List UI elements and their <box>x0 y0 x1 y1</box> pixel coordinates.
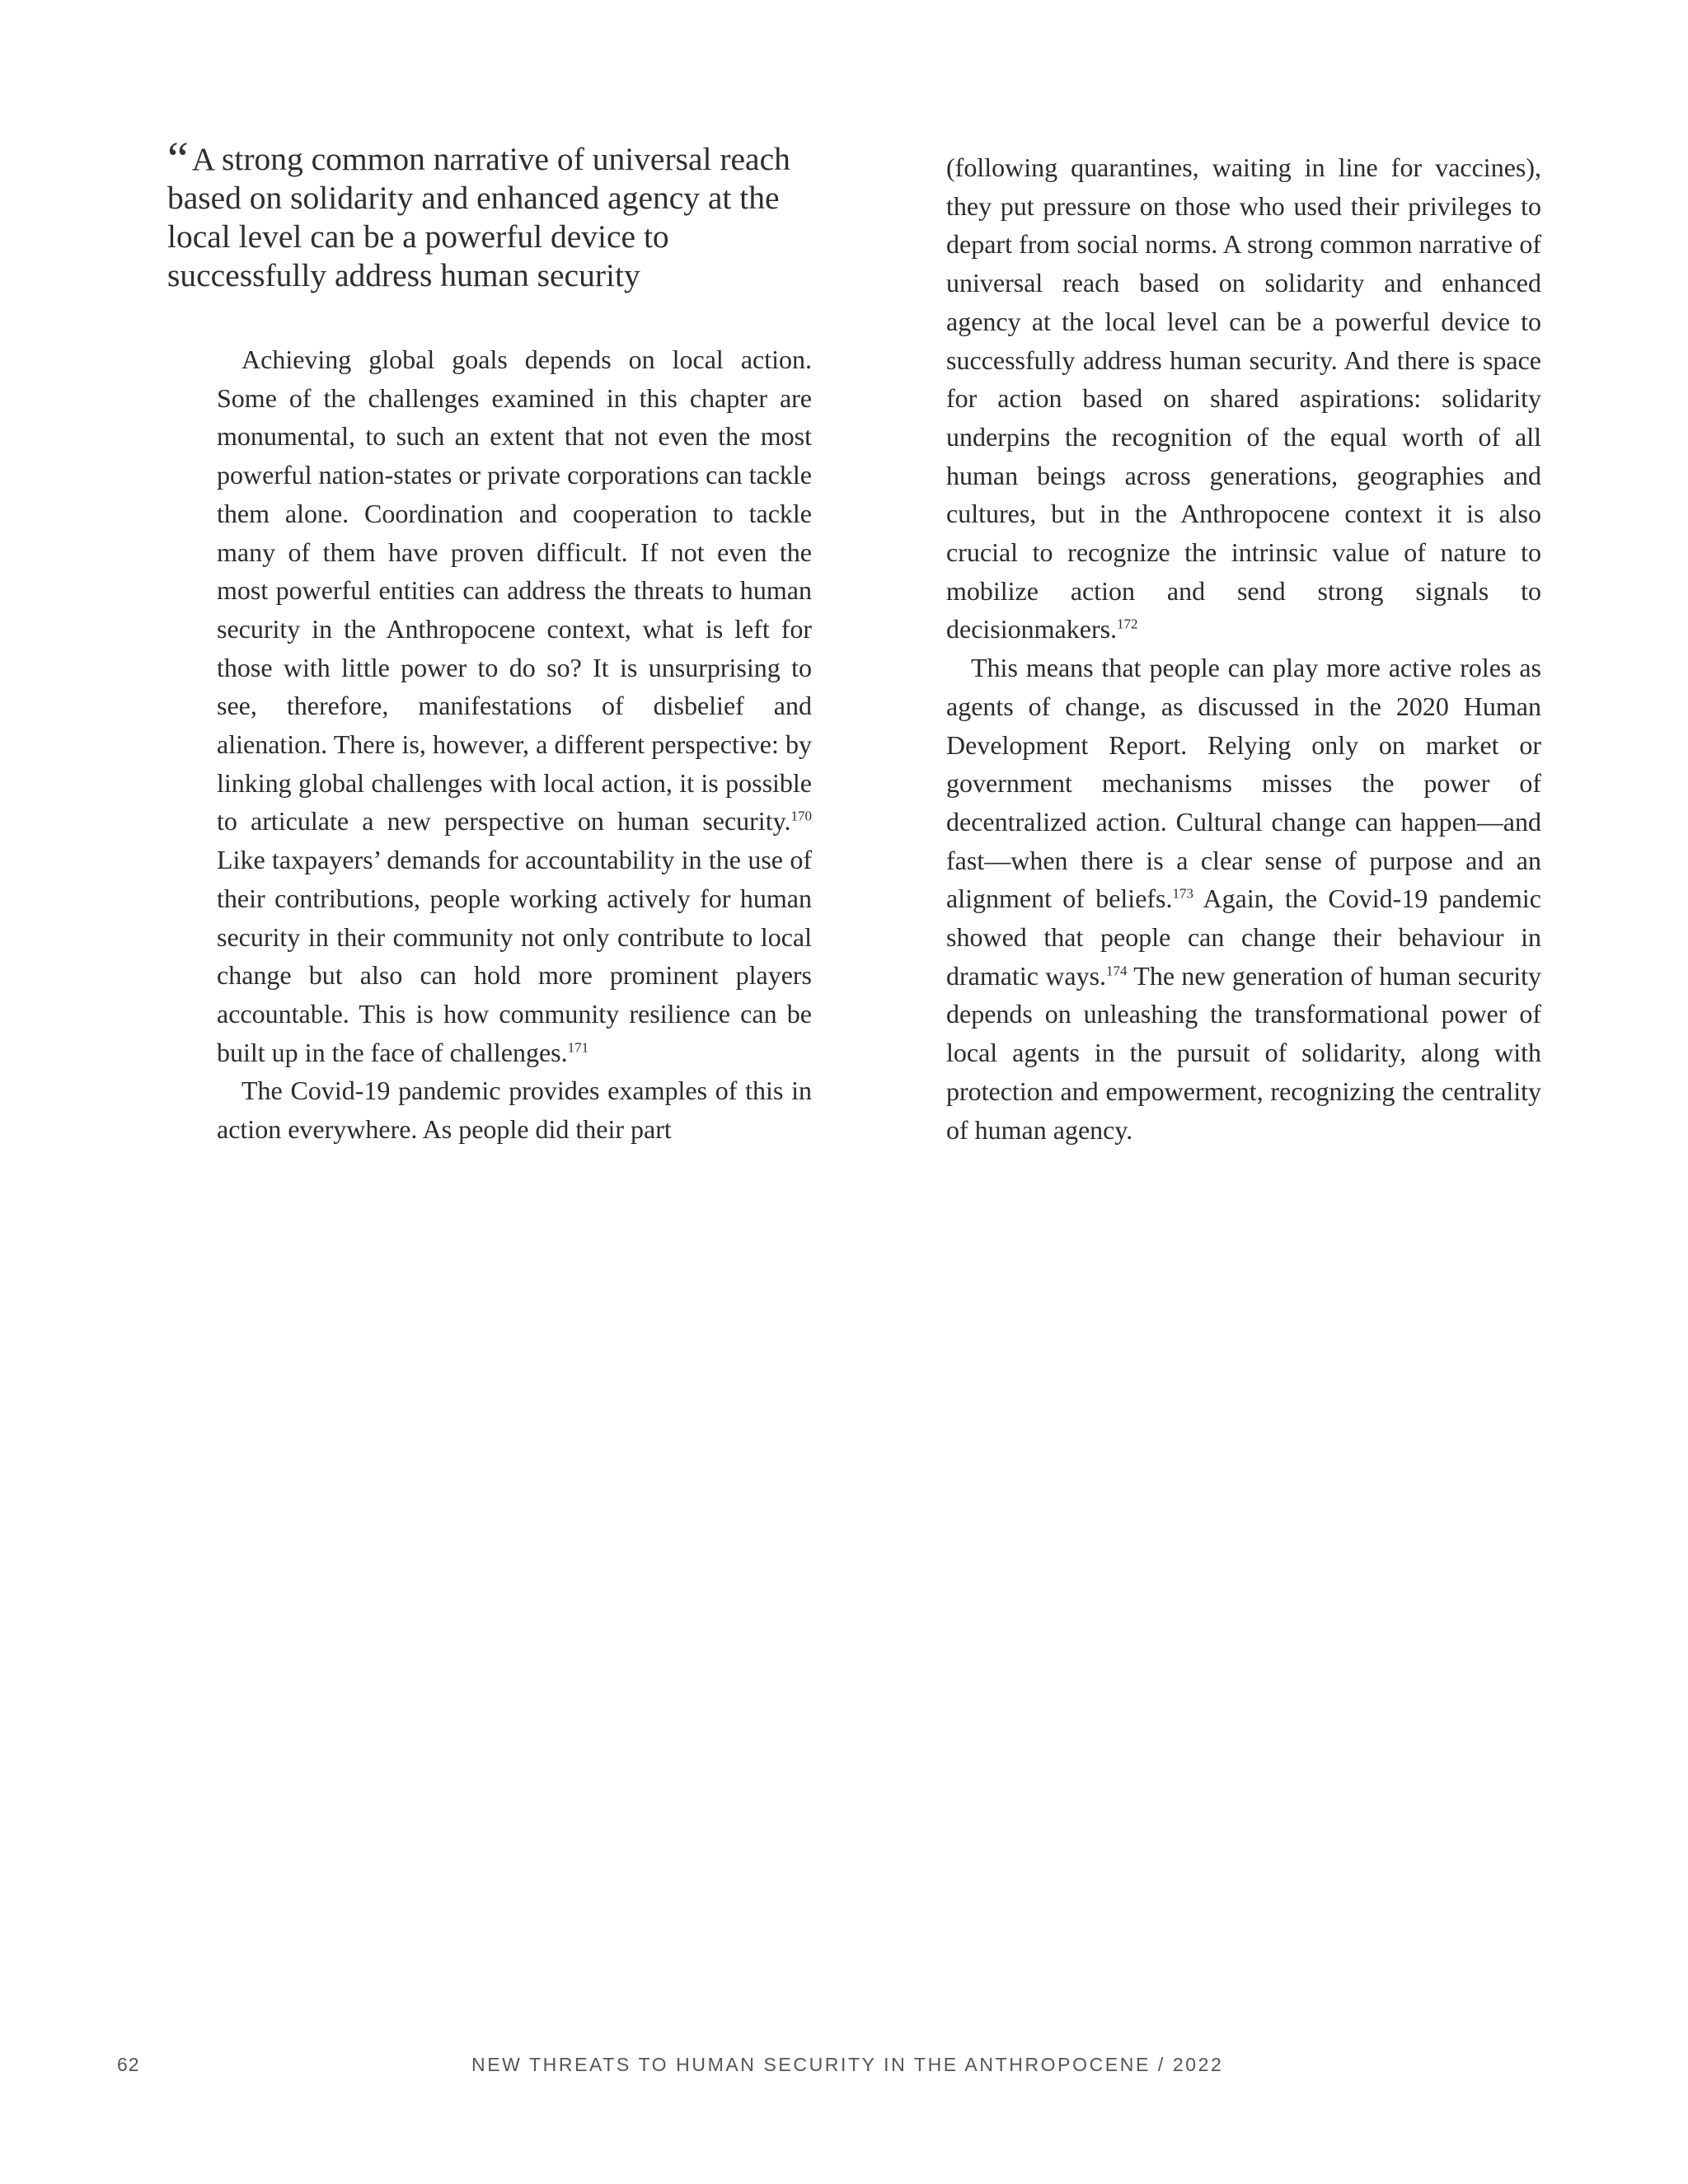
pull-quote-text: A strong common narrative of universal reach based on solidarity and enhanced agency at the local level can be a powerful device to successfully address human security <box>167 141 790 293</box>
body-paragraph-continued <box>946 148 1541 649</box>
paragraph-text: This means that people can play more active roles as agents of change, as discussed in the 2020 Human Development Report. Relying only on market or government mechanisms misses the power of decentralized action. Cultural change can happen—and fast—when there is a clear sense of purpose and an alignment of beliefs. <box>946 653 1541 914</box>
footnote-ref: 173 <box>1172 885 1194 902</box>
paragraph-text: Achieving global goals depends on local action. Some of the challenges examined in this chapter are monumental, to such an extent that not even the most powerful nation-states or private corporations can tackle them alone. Coordination and cooperation to tackle many of them have proven difficult. If not even the most powerful entities can address the threats to human security in the Anthropocene context, what is left for those with little power to do so? It is unsurprising to see, therefore, manifestations of disbelief and alienation. There is, however, a different perspective: by linking global challenges with local action, it is possible to articulate a new perspective on human security. <box>217 344 812 837</box>
right-column <box>946 148 1541 1149</box>
body-paragraph <box>217 340 812 1071</box>
pull-quote <box>167 132 827 295</box>
footnote-ref: 171 <box>567 1039 589 1055</box>
footnote-ref: 174 <box>1106 963 1128 979</box>
page-number: 62 <box>117 2054 140 2075</box>
body-paragraph <box>946 649 1541 1149</box>
paragraph-text: The new generation of human security depends on unleashing the transformational power of local agents in the pursuit of solidarity, along with protection and empowerment, recognizing the centrality of human agency. <box>946 960 1542 1145</box>
paragraph-text: (following quarantines, waiting in line for vaccines), they put pressure on those who used their privileges to depart from social norms. A strong common narrative of universal reach based on solidarity and enhanced agency at the local level can be a powerful device to successfully address human security. And there is space for action based on shared aspirations: solidarity underpins the recognition of the equal worth of all human beings across generations, geographies and cultures, but in the Anthropocene context it is also crucial to recognize the intrinsic value of nature to mobilize action and send strong signals to decisionmakers. <box>946 152 1541 644</box>
quote-mark-icon: “ <box>167 132 189 185</box>
left-column <box>217 340 812 1149</box>
footnote-ref: 170 <box>790 808 812 824</box>
body-paragraph: The Covid-19 pandemic provides examples of this in action everywhere. As people did their part <box>217 1076 812 1145</box>
footnote-ref: 172 <box>1117 616 1138 632</box>
paragraph-text: Again, the Covid-19 pandemic showed that people can change their behaviour in dramatic ways. <box>946 883 1542 991</box>
paragraph-text: Like taxpayers’ demands for accountability in the use of their contributions, people working actively for human security in their community not only contribute to local change but also can hold more prominent players accountable. This is how community resilience can be built up in the face of challenges. <box>217 845 812 1067</box>
running-title: NEW THREATS TO HUMAN SECURITY IN THE ANTHROPOCENE / 2022 <box>471 2054 1224 2075</box>
